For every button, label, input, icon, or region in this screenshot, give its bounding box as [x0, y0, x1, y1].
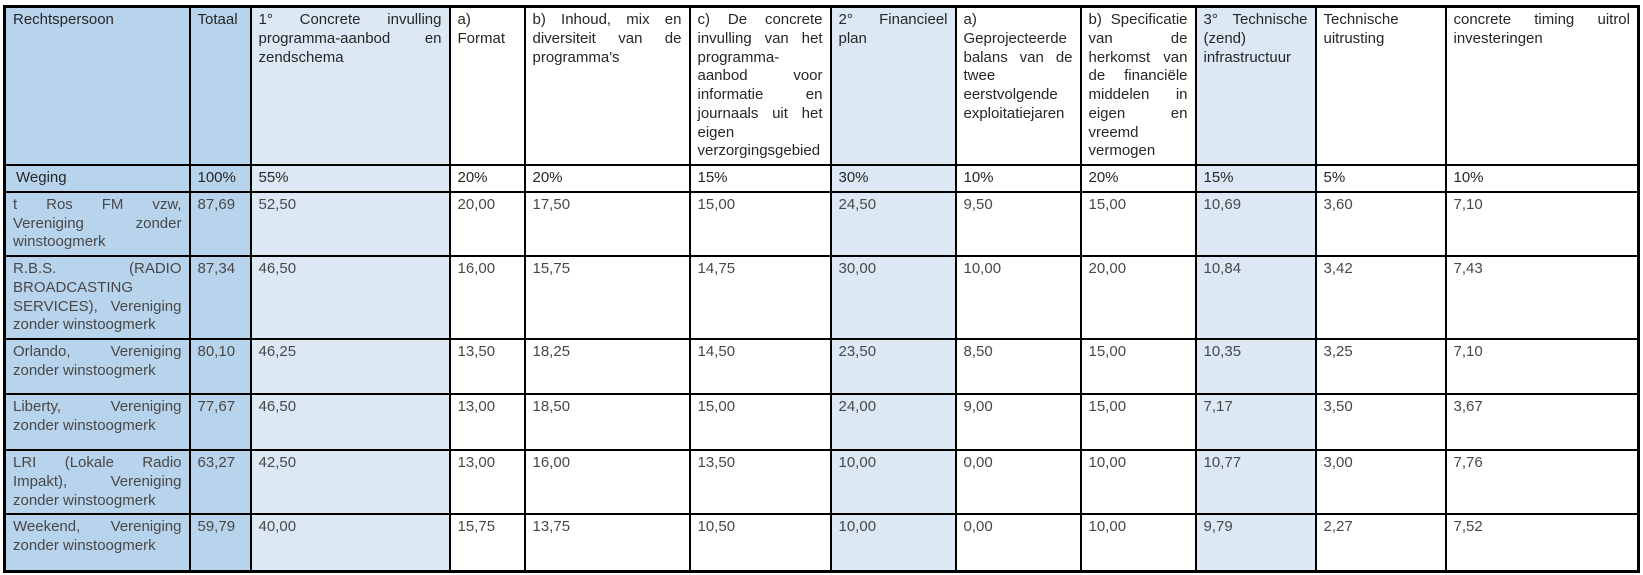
column-header-crit3b-timing-uitrol: concrete timing uitrol investeringen [1446, 7, 1639, 166]
score-cell-crit3b-timing-uitrol: 7,10 [1446, 192, 1639, 256]
score-cell-crit2b-herkomst-middelen: 20,00 [1081, 256, 1196, 339]
table-row [5, 192, 1639, 256]
score-cell-crit1-programma-aanbod: 46,25 [251, 339, 450, 394]
column-header-crit3-zendinfrastructuur: 3° Technische (zend) infrastructuur [1196, 7, 1316, 166]
score-cell-crit1a-format: 13,50 [450, 339, 525, 394]
score-cell-crit2a-balans: 9,50 [956, 192, 1081, 256]
score-cell-crit2a-balans: 9,00 [956, 394, 1081, 450]
score-cell-crit2b-herkomst-middelen: 15,00 [1081, 192, 1196, 256]
score-cell-crit3a-technische-uitrusting: 3,25 [1316, 339, 1446, 394]
score-cell-totaal: 87,34 [190, 256, 251, 339]
column-header-crit1-programma-aanbod: 1° Concrete invulling programma-aanbod en zendschema [251, 7, 450, 166]
score-cell-crit1c-informatie: 13,50 [690, 450, 831, 514]
column-header-crit2b-herkomst-middelen: b) Specificatie van de herkomst van de financiële middelen in eigen en vreemd vermogen [1081, 7, 1196, 166]
column-header-rechtspersoon: Rechtspersoon [5, 7, 190, 166]
score-cell-crit3a-technische-uitrusting: 2,27 [1316, 514, 1446, 571]
score-cell-totaal: 59,79 [190, 514, 251, 571]
weging-value-crit1b-inhoud: 20% [525, 165, 690, 192]
score-cell-crit2b-herkomst-middelen: 15,00 [1081, 394, 1196, 450]
score-cell-totaal: 80,10 [190, 339, 251, 394]
column-header-totaal: Totaal [190, 7, 251, 166]
weging-value-crit3a-technische-uitrusting: 5% [1316, 165, 1446, 192]
table-row [5, 394, 1639, 450]
score-cell-crit2a-balans: 8,50 [956, 339, 1081, 394]
score-cell-totaal: 63,27 [190, 450, 251, 514]
score-cell-crit1c-informatie: 15,00 [690, 192, 831, 256]
column-header-crit1b-inhoud: b) Inhoud, mix en diversiteit van de programma's [525, 7, 690, 166]
weging-label: Weging [5, 165, 190, 192]
score-cell-crit1a-format: 16,00 [450, 256, 525, 339]
weging-value-crit3b-timing-uitrol: 10% [1446, 165, 1639, 192]
score-cell-crit1a-format: 20,00 [450, 192, 525, 256]
table-row [5, 339, 1639, 394]
column-header-crit1c-informatie: c) De concrete invulling van het programma-aanbod voor informatie en journaals uit het eigen verzorgingsgebied [690, 7, 831, 166]
score-cell-crit1c-informatie: 10,50 [690, 514, 831, 571]
score-cell-crit1-programma-aanbod: 46,50 [251, 256, 450, 339]
column-header-crit1a-format: a) Format [450, 7, 525, 166]
score-cell-crit3b-timing-uitrol: 7,43 [1446, 256, 1639, 339]
radio-license-score-table [3, 5, 1640, 573]
score-cell-crit1b-inhoud: 15,75 [525, 256, 690, 339]
weging-value-crit1a-format: 20% [450, 165, 525, 192]
score-cell-crit3b-timing-uitrol: 7,76 [1446, 450, 1639, 514]
header-row [5, 7, 1639, 166]
score-cell-crit2b-herkomst-middelen: 10,00 [1081, 514, 1196, 571]
weging-value-crit2-financieel-plan: 30% [831, 165, 956, 192]
score-cell-crit3-zendinfrastructuur: 10,84 [1196, 256, 1316, 339]
score-cell-crit2-financieel-plan: 30,00 [831, 256, 956, 339]
score-cell-crit1c-informatie: 14,50 [690, 339, 831, 394]
score-cell-crit1a-format: 15,75 [450, 514, 525, 571]
rechtspersoon-name: Weekend, Vereniging zonder winstoogmerk [5, 514, 190, 571]
rechtspersoon-name: t Ros FM vzw, Vereniging zonder winstoogmerk [5, 192, 190, 256]
score-cell-crit1b-inhoud: 18,25 [525, 339, 690, 394]
score-cell-crit1a-format: 13,00 [450, 450, 525, 514]
score-cell-crit1b-inhoud: 13,75 [525, 514, 690, 571]
rechtspersoon-name: LRI (Lokale Radio Impakt), Vereniging zonder winstoogmerk [5, 450, 190, 514]
score-cell-crit1-programma-aanbod: 46,50 [251, 394, 450, 450]
document-page [0, 5, 1643, 575]
score-cell-crit1c-informatie: 14,75 [690, 256, 831, 339]
score-cell-crit3a-technische-uitrusting: 3,60 [1316, 192, 1446, 256]
table-row [5, 450, 1639, 514]
score-cell-crit3a-technische-uitrusting: 3,00 [1316, 450, 1446, 514]
weging-value-crit2a-balans: 10% [956, 165, 1081, 192]
table-row [5, 256, 1639, 339]
score-cell-crit3b-timing-uitrol: 3,67 [1446, 394, 1639, 450]
score-cell-crit3-zendinfrastructuur: 10,69 [1196, 192, 1316, 256]
score-cell-crit2b-herkomst-middelen: 15,00 [1081, 339, 1196, 394]
column-header-crit2a-balans: a) Geprojecteerde balans van de twee eerstvolgende exploitatiejaren [956, 7, 1081, 166]
score-cell-totaal: 87,69 [190, 192, 251, 256]
score-cell-crit3-zendinfrastructuur: 10,77 [1196, 450, 1316, 514]
weging-value-crit1c-informatie: 15% [690, 165, 831, 192]
score-cell-totaal: 77,67 [190, 394, 251, 450]
column-header-crit3a-technische-uitrusting: Technische uitrusting [1316, 7, 1446, 166]
score-cell-crit2-financieel-plan: 23,50 [831, 339, 956, 394]
weging-value-crit2b-herkomst-middelen: 20% [1081, 165, 1196, 192]
score-cell-crit2-financieel-plan: 10,00 [831, 514, 956, 571]
weging-value-crit1-programma-aanbod: 55% [251, 165, 450, 192]
score-cell-crit3-zendinfrastructuur: 10,35 [1196, 339, 1316, 394]
score-cell-crit1-programma-aanbod: 40,00 [251, 514, 450, 571]
score-cell-crit1a-format: 13,00 [450, 394, 525, 450]
score-cell-crit3-zendinfrastructuur: 7,17 [1196, 394, 1316, 450]
score-cell-crit1-programma-aanbod: 52,50 [251, 192, 450, 256]
score-cell-crit3a-technische-uitrusting: 3,50 [1316, 394, 1446, 450]
score-cell-crit3b-timing-uitrol: 7,52 [1446, 514, 1639, 571]
table-row [5, 514, 1639, 571]
score-cell-crit2a-balans: 10,00 [956, 256, 1081, 339]
score-cell-crit1b-inhoud: 17,50 [525, 192, 690, 256]
rechtspersoon-name: Liberty, Vereniging zonder winstoogmerk [5, 394, 190, 450]
score-cell-crit2a-balans: 0,00 [956, 450, 1081, 514]
score-cell-crit1b-inhoud: 18,50 [525, 394, 690, 450]
rechtspersoon-name: R.B.S. (RADIO BROADCASTING SERVICES), Vereniging zonder winstoogmerk [5, 256, 190, 339]
score-cell-crit2b-herkomst-middelen: 10,00 [1081, 450, 1196, 514]
weging-value-crit3-zendinfrastructuur: 15% [1196, 165, 1316, 192]
score-cell-crit3-zendinfrastructuur: 9,79 [1196, 514, 1316, 571]
score-cell-crit1-programma-aanbod: 42,50 [251, 450, 450, 514]
score-cell-crit2-financieel-plan: 24,50 [831, 192, 956, 256]
rechtspersoon-name: Orlando, Vereniging zonder winstoogmerk [5, 339, 190, 394]
score-cell-crit2-financieel-plan: 24,00 [831, 394, 956, 450]
score-cell-crit1b-inhoud: 16,00 [525, 450, 690, 514]
column-header-crit2-financieel-plan: 2° Financieel plan [831, 7, 956, 166]
weging-value-totaal: 100% [190, 165, 251, 192]
score-cell-crit3a-technische-uitrusting: 3,42 [1316, 256, 1446, 339]
score-cell-crit3b-timing-uitrol: 7,10 [1446, 339, 1639, 394]
score-cell-crit2a-balans: 0,00 [956, 514, 1081, 571]
weging-row [5, 165, 1639, 192]
score-cell-crit2-financieel-plan: 10,00 [831, 450, 956, 514]
score-cell-crit1c-informatie: 15,00 [690, 394, 831, 450]
